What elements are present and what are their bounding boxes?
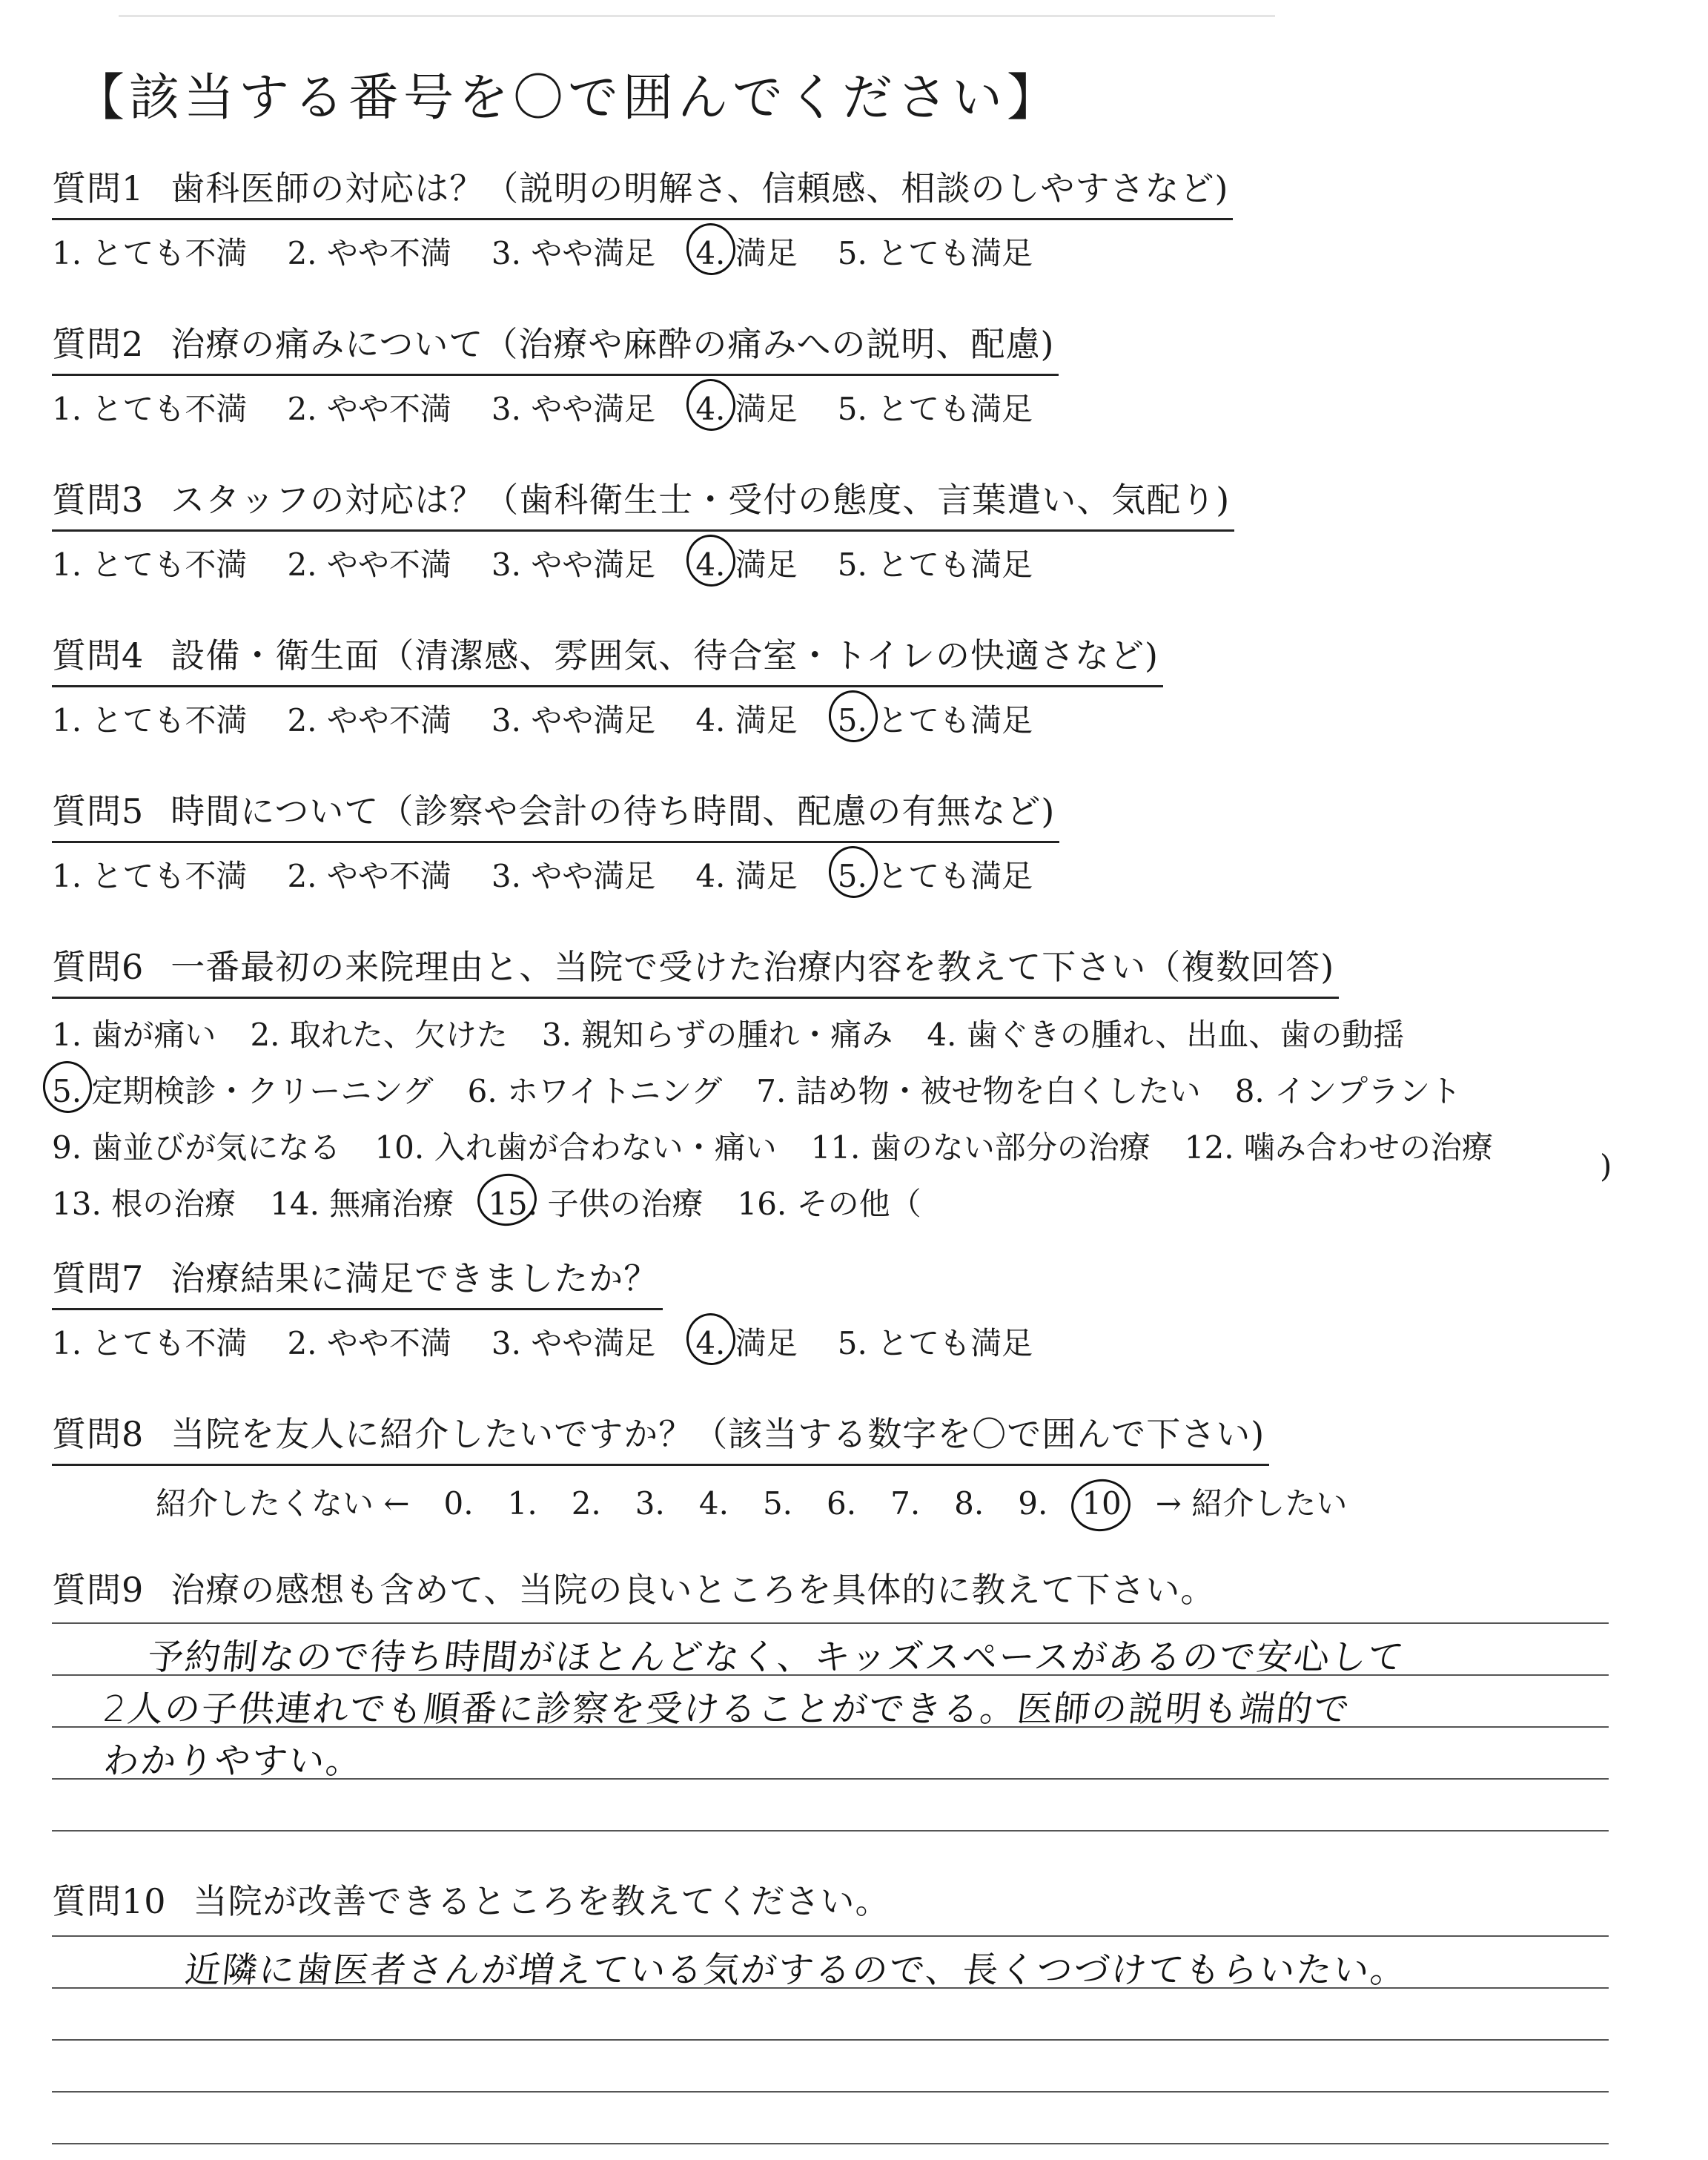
question-2-label: 質問2 bbox=[52, 324, 145, 364]
q6-option-7[interactable]: 7. 詰め物・被せ物を白くしたい bbox=[756, 1073, 1201, 1109]
top-border bbox=[119, 15, 1275, 17]
q2-option-2[interactable]: 2. やや不満 bbox=[287, 391, 451, 427]
q8-number-1[interactable]: 1. bbox=[507, 1485, 537, 1522]
q4-option-2[interactable]: 2. やや不満 bbox=[287, 702, 451, 739]
question-10 bbox=[52, 1875, 895, 1931]
question-8-text: 当院を友人に紹介したいですか？（該当する数字を〇で囲んで下さい) bbox=[171, 1414, 1265, 1454]
q3-option-4-circled[interactable]: 4. 満足 bbox=[695, 541, 797, 585]
q8-scale-right-label: → 紹介したい bbox=[1155, 1485, 1348, 1522]
q3-option-5[interactable]: 5. とても満足 bbox=[837, 546, 1033, 583]
q6-option-1[interactable]: 1. 歯が痛い bbox=[52, 1017, 216, 1053]
q6-option-14[interactable]: 14. 無痛治療 bbox=[270, 1186, 454, 1222]
question-8-title bbox=[52, 1407, 1269, 1466]
question-9-title bbox=[52, 1563, 1219, 1619]
q6-option-8[interactable]: 8. インプラント bbox=[1234, 1073, 1462, 1109]
question-5-label: 質問5 bbox=[52, 791, 145, 831]
question-9-label: 質問9 bbox=[52, 1570, 145, 1610]
q6-option-10[interactable]: 10. 入れ歯が合わない・痛い bbox=[374, 1129, 777, 1166]
question-4 bbox=[52, 629, 1163, 741]
question-6-title bbox=[52, 940, 1339, 999]
q4-option-1[interactable]: 1. とても不満 bbox=[52, 702, 248, 739]
question-4-title bbox=[52, 629, 1163, 687]
question-4-label: 質問4 bbox=[52, 635, 145, 676]
q8-number-2[interactable]: 2. bbox=[571, 1485, 601, 1522]
q2-option-5[interactable]: 5. とても満足 bbox=[837, 391, 1033, 427]
q8-number-10-circled[interactable]: 10 bbox=[1082, 1485, 1122, 1522]
page-title: 【該当する番号を〇で囲んでください】 bbox=[74, 69, 1062, 128]
q6-option-13[interactable]: 13. 根の治療 bbox=[52, 1186, 236, 1222]
q8-number-3[interactable]: 3. bbox=[635, 1485, 665, 1522]
q7-option-2[interactable]: 2. やや不満 bbox=[287, 1325, 451, 1361]
question-1-title bbox=[52, 162, 1233, 220]
q10-ruled-line-5 bbox=[52, 2143, 1609, 2144]
question-4-options bbox=[52, 696, 1163, 741]
q9-ruled-line-1 bbox=[52, 1622, 1609, 1624]
q10-ruled-line-4 bbox=[52, 2091, 1609, 2093]
q1-option-4-circled[interactable]: 4. 満足 bbox=[695, 229, 797, 274]
q8-number-4[interactable]: 4. bbox=[698, 1485, 729, 1522]
q1-option-5[interactable]: 5. とても満足 bbox=[837, 235, 1033, 271]
q6-option-15-circled[interactable]: 15. 子供の治療 bbox=[488, 1180, 703, 1224]
q6-row-3 bbox=[52, 1123, 1527, 1168]
q6-row-1 bbox=[52, 1011, 1527, 1055]
q8-number-6[interactable]: 6. bbox=[827, 1485, 857, 1522]
q6-row-4 bbox=[52, 1180, 1527, 1224]
q3-option-1[interactable]: 1. とても不満 bbox=[52, 546, 248, 583]
q6-option-12[interactable]: 12. 噛み合わせの治療 bbox=[1184, 1129, 1493, 1166]
q6-option-2[interactable]: 2. 取れた、欠けた bbox=[250, 1017, 508, 1053]
q7-option-4-circled[interactable]: 4. 満足 bbox=[695, 1319, 797, 1364]
q6-option-6[interactable]: 6. ホワイトニング bbox=[467, 1073, 723, 1109]
question-3-text: スタッフの対応は？（歯科衛生士・受付の態度、言葉遣い、気配り) bbox=[171, 480, 1231, 520]
question-1-options bbox=[52, 229, 1233, 274]
question-7-options bbox=[52, 1319, 1073, 1364]
q10-ruled-line-1 bbox=[52, 1935, 1609, 1937]
q6-row-2 bbox=[52, 1067, 1527, 1112]
q5-option-4[interactable]: 4. 満足 bbox=[695, 858, 798, 894]
question-5-text: 時間について（診察や会計の待ち時間、配慮の有無など) bbox=[171, 791, 1056, 831]
question-3-title bbox=[52, 473, 1234, 532]
q8-number-8[interactable]: 8. bbox=[954, 1485, 984, 1522]
q2-option-4-circled[interactable]: 4. 満足 bbox=[695, 385, 797, 429]
q3-option-3[interactable]: 3. やや満足 bbox=[491, 546, 656, 583]
q9-answer-line-3[interactable]: わかりやすい。 bbox=[101, 1740, 365, 1782]
q5-option-5-circled[interactable]: 5. とても満足 bbox=[838, 852, 1033, 896]
question-5-title bbox=[52, 785, 1059, 843]
question-3-label: 質問3 bbox=[52, 480, 145, 520]
q4-option-3[interactable]: 3. やや満足 bbox=[491, 702, 656, 739]
q9-answer-line-2[interactable]: 2人の子供連れでも順番に診察を受けることができる。医師の説明も端的で bbox=[101, 1688, 1354, 1730]
question-2-title bbox=[52, 317, 1059, 376]
question-9 bbox=[52, 1563, 1219, 1619]
question-1-label: 質問1 bbox=[52, 168, 145, 208]
q7-option-3[interactable]: 3. やや満足 bbox=[491, 1325, 656, 1361]
q8-number-0[interactable]: 0. bbox=[443, 1485, 474, 1522]
q4-option-4[interactable]: 4. 満足 bbox=[695, 702, 798, 739]
question-1 bbox=[52, 162, 1233, 274]
q6-option-9[interactable]: 9. 歯並びが気になる bbox=[52, 1129, 341, 1166]
q8-number-5[interactable]: 5. bbox=[762, 1485, 793, 1522]
question-7-text: 治療結果に満足できましたか？ bbox=[171, 1258, 659, 1298]
q5-option-1[interactable]: 1. とても不満 bbox=[52, 858, 248, 894]
question-5 bbox=[52, 785, 1073, 896]
question-8-label: 質問8 bbox=[52, 1414, 145, 1454]
q6-option-11[interactable]: 11. 歯のない部分の治療 bbox=[810, 1129, 1151, 1166]
q6-other-close-paren: ) bbox=[1600, 1148, 1612, 1184]
q8-scale bbox=[156, 1479, 1381, 1524]
q7-option-1[interactable]: 1. とても不満 bbox=[52, 1325, 248, 1361]
question-6-label: 質問6 bbox=[52, 947, 145, 987]
question-5-options bbox=[52, 852, 1073, 896]
question-6-text: 一番最初の来院理由と、当院で受けた治療内容を教えて下さい（複数回答) bbox=[171, 947, 1335, 987]
q2-option-1[interactable]: 1. とても不満 bbox=[52, 391, 248, 427]
question-7-label: 質問7 bbox=[52, 1258, 145, 1298]
q1-option-1[interactable]: 1. とても不満 bbox=[52, 235, 248, 271]
q6-option-5-circled[interactable]: 5. 定期検診・クリーニング bbox=[52, 1067, 434, 1112]
question-7 bbox=[52, 1252, 1073, 1364]
q5-option-2[interactable]: 2. やや不満 bbox=[287, 858, 451, 894]
q6-option-3[interactable]: 3. 親知らずの腫れ・痛み bbox=[541, 1017, 893, 1053]
q6-option-16[interactable]: 16. その他（ bbox=[737, 1186, 921, 1222]
q7-option-5[interactable]: 5. とても満足 bbox=[837, 1325, 1033, 1361]
question-10-text: 当院が改善できるところを教えてください。 bbox=[193, 1881, 890, 1921]
question-2-text: 治療の痛みについて（治療や麻酔の痛みへの説明、配慮) bbox=[171, 324, 1055, 364]
question-3-options bbox=[52, 541, 1234, 585]
q9-ruled-line-5 bbox=[52, 1830, 1609, 1832]
q1-option-3[interactable]: 3. やや満足 bbox=[491, 235, 656, 271]
q8-number-9[interactable]: 9. bbox=[1018, 1485, 1048, 1522]
q4-option-5-circled[interactable]: 5. とても満足 bbox=[838, 696, 1033, 741]
question-2 bbox=[52, 317, 1073, 429]
question-6 bbox=[52, 940, 1527, 1224]
question-9-text: 治療の感想も含めて、当院の良いところを具体的に教えて下さい。 bbox=[171, 1570, 1216, 1610]
q2-option-3[interactable]: 3. やや満足 bbox=[491, 391, 656, 427]
q3-option-2[interactable]: 2. やや不満 bbox=[287, 546, 451, 583]
question-10-label: 質問10 bbox=[52, 1881, 167, 1921]
q8-number-7[interactable]: 7. bbox=[890, 1485, 921, 1522]
q1-option-2[interactable]: 2. やや不満 bbox=[287, 235, 451, 271]
q10-ruled-line-3 bbox=[52, 2039, 1609, 2041]
question-7-title bbox=[52, 1252, 663, 1310]
question-2-options bbox=[52, 385, 1073, 429]
question-10-title bbox=[52, 1875, 895, 1931]
q6-option-4[interactable]: 4. 歯ぐきの腫れ、出血、歯の動揺 bbox=[927, 1017, 1405, 1053]
q9-answer-line-1[interactable]: 予約制なので待ち時間がほとんどなく、キッズスペースがあるので安心して bbox=[145, 1636, 1408, 1678]
q5-option-3[interactable]: 3. やや満足 bbox=[491, 858, 656, 894]
q8-scale-left-label: 紹介したくない ← bbox=[156, 1485, 410, 1522]
question-8 bbox=[52, 1407, 1381, 1524]
q10-answer-line-1[interactable]: 近隣に歯医者さんが増えている気がするので、長くつづけてもらいたい。 bbox=[182, 1949, 1410, 1991]
question-4-text: 設備・衛生面（清潔感、雰囲気、待合室・トイレの快適さなど) bbox=[171, 635, 1159, 676]
question-1-text: 歯科医師の対応は？（説明の明解さ、信頼感、相談のしやすさなど) bbox=[171, 168, 1229, 208]
question-3 bbox=[52, 473, 1234, 585]
